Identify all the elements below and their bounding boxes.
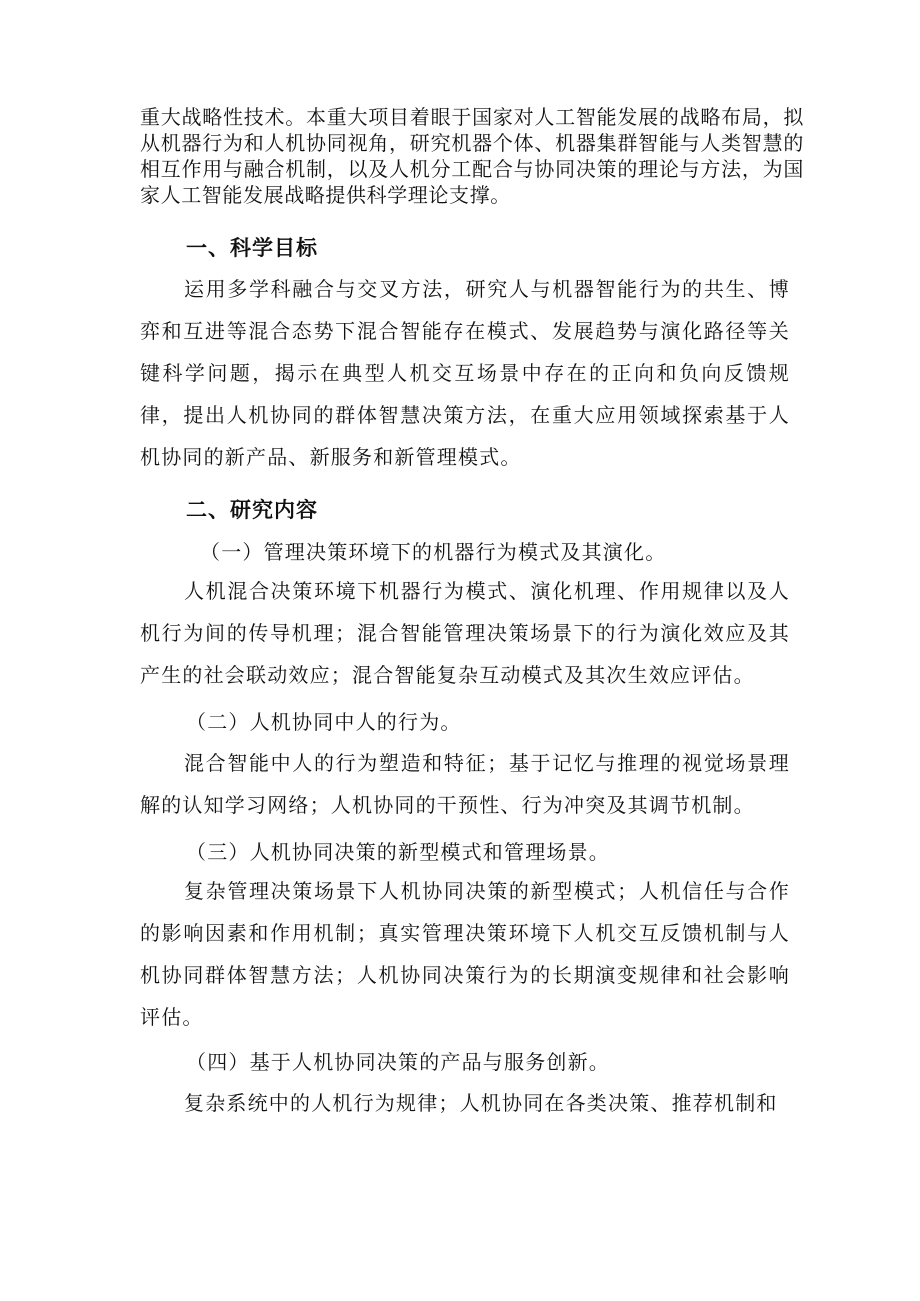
subsection-body-3: 复杂管理决策场景下人机协同决策的新型模式；人机信任与合作的影响因素和作用机制；真实管理决策环境下人机交互反馈机制与人机协同群体智慧方法；人机协同决策行为的长期演变规律和社会影响评估。 bbox=[140, 879, 790, 1029]
subsection-title-3: （三）人机协同决策的新型模式和管理场景。 bbox=[186, 840, 610, 864]
subsection-body-2: 混合智能中人的行为塑造和特征；基于记忆与推理的视觉场景理解的认知学习网络；人机协同的干预性、行为冲突及其调节机制。 bbox=[140, 751, 790, 817]
subsection-title-2: （二）人机协同中人的行为。 bbox=[186, 710, 462, 734]
subsection-title-1: （一）管理决策环境下的机器行为模式及其演化。 bbox=[200, 540, 667, 564]
objectives-paragraph: 运用多学科融合与交叉方法，研究人与机器智能行为的共生、博弈和互进等混合态势下混合智能存在模式、发展趋势与演化路径等关键科学问题，揭示在典型人机交互场景中存在的正向和负向反馈规律，提出人机协同的群体智慧决策方法，在重大应用领域探索基于人机协同的新产品、新服务和新管理模式。 bbox=[140, 277, 790, 469]
section-heading-research-content: 二、研究内容 bbox=[186, 498, 318, 522]
subsection-body-4: 复杂系统中的人机行为规律；人机协同在各类决策、推荐机制和 bbox=[184, 1091, 778, 1115]
section-heading-objectives: 一、科学目标 bbox=[186, 236, 318, 260]
subsection-title-4: （四）基于人机协同决策的产品与服务创新。 bbox=[186, 1050, 610, 1074]
intro-paragraph: 重大战略性技术。本重大项目着眼于国家对人工智能发展的战略布局，拟从机器行为和人机协同视角，研究机器个体、机器集群智能与人类智慧的相互作用与融合机制，以及人机分工配合与协同决策的理论与方法，为国家人工智能发展战略提供科学理论支撑。 bbox=[140, 105, 804, 207]
subsection-body-1: 人机混合决策环境下机器行为模式、演化机理、作用规律以及人机行为间的传导机理；混合智能管理决策场景下的行为演化效应及其产生的社会联动效应；混合智能复杂互动模式及其次生效应评估。 bbox=[140, 579, 790, 687]
